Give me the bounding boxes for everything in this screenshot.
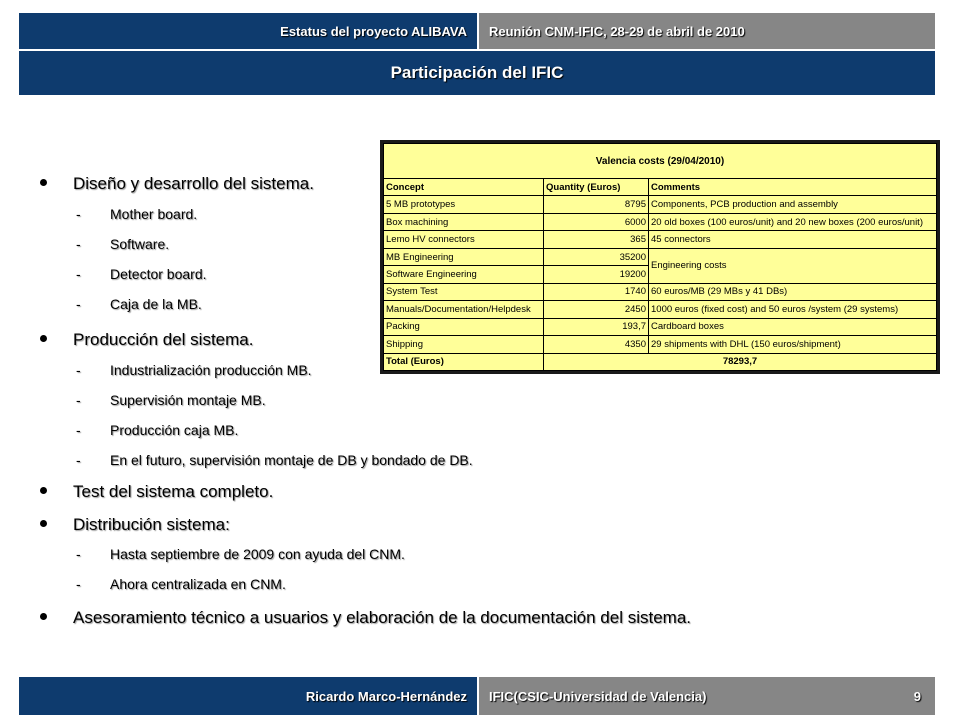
cell-comment: 1000 euros (fixed cost) and 50 euros /system (29 systems) [649,301,937,318]
cell-concept: Packing [384,318,544,335]
header-right-text: Reunión CNM-IFIC, 28-29 de abril de 2010 [489,23,745,39]
cell-quantity: 1740 [544,283,649,300]
sub-item [76,392,266,408]
dash-marker: - [76,576,81,592]
footer-author-bar [19,677,477,715]
total-label: Total (Euros) [384,353,544,370]
dash-marker: - [76,546,81,562]
dash-marker: - [76,362,81,378]
cell-comment: 20 old boxes (100 euros/unit) and 20 new boxes (200 euros/unit) [649,213,937,230]
bullet-dot [40,613,47,620]
sub-text: Producción caja MB. [110,422,239,438]
cell-quantity: 6000 [544,213,649,230]
cell-concept: MB Engineering [384,248,544,265]
valencia-costs-table [380,140,940,374]
bullet-dot [40,335,47,342]
column-header-concept: Concept [384,179,544,196]
table-row [384,248,937,265]
table-row [384,301,937,318]
cell-concept: Lemo HV connectors [384,231,544,248]
cell-concept: System Test [384,283,544,300]
sub-item [76,362,312,378]
cell-quantity: 8795 [544,196,649,213]
dash-marker: - [76,422,81,438]
bullet-item [40,174,314,194]
bullet-text: Producción del sistema. [73,330,254,349]
cell-comment: Components, PCB production and assembly [649,196,937,213]
cost-table [383,143,937,371]
page-number: 9 [913,688,921,704]
bullet-dot [40,520,47,527]
table-row [384,283,937,300]
bullet-dot [40,179,47,186]
cell-comment: Engineering costs [649,248,937,283]
sub-item [76,236,169,252]
sub-text: Hasta septiembre de 2009 con ayuda del CNM. [110,546,405,562]
bullet-text: Test del sistema completo. [73,482,274,501]
cell-comment: Cardboard boxes [649,318,937,335]
cell-quantity: 365 [544,231,649,248]
sub-text: Industrialización producción MB. [110,362,312,378]
bullet-text: Asesoramiento técnico a usuarios y elaboración de la documentación del sistema. [73,608,692,627]
slide-title: Participación del IFIC [390,63,564,82]
table-row [384,196,937,213]
column-header-quantity: Quantity (Euros) [544,179,649,196]
total-value: 78293,7 [544,353,937,370]
bullet-item [40,608,691,628]
cell-quantity: 35200 [544,248,649,265]
column-header-comments: Comments [649,179,937,196]
bullet-item [40,482,273,502]
sub-text: Mother board. [110,206,198,222]
total-row [384,353,937,370]
cell-quantity: 4350 [544,336,649,353]
cell-concept: 5 MB prototypes [384,196,544,213]
cell-comment: 45 connectors [649,231,937,248]
dash-marker: - [76,236,81,252]
table-title: Valencia costs (29/04/2010) [384,144,937,179]
table-row [384,318,937,335]
footer-institution: IFIC(CSIC-Universidad de Valencia) [489,688,707,704]
cell-comment: 60 euros/MB (29 MBs y 41 DBs) [649,283,937,300]
dash-marker: - [76,266,81,282]
bullet-item [40,330,253,350]
dash-marker: - [76,206,81,222]
table-row [384,336,937,353]
header-left-text: Estatus del proyecto ALIBAVA [280,23,467,39]
footer-author: Ricardo Marco-Hernández [305,688,467,704]
sub-text: Caja de la MB. [110,296,202,312]
sub-item [76,296,202,312]
table-row [384,213,937,230]
cell-quantity: 193,7 [544,318,649,335]
table-row [384,231,937,248]
sub-text: Ahora centralizada en CNM. [110,576,286,592]
sub-text: Detector board. [110,266,207,282]
dash-marker: - [76,392,81,408]
sub-text: En el futuro, supervisión montaje de DB y bondado de DB. [110,452,473,468]
footer-institution-bar [479,677,935,715]
cell-concept: Shipping [384,336,544,353]
cell-concept: Software Engineering [384,266,544,283]
sub-item [76,576,286,592]
sub-text: Software. [110,236,170,252]
sub-item [76,206,197,222]
cell-quantity: 2450 [544,301,649,318]
cell-concept: Box machining [384,213,544,230]
sub-item [76,452,473,468]
dash-marker: - [76,452,81,468]
cell-quantity: 19200 [544,266,649,283]
bullet-item [40,515,230,535]
bullet-dot [40,487,47,494]
bullet-text: Distribución sistema: [73,515,230,534]
sub-text: Supervisión montaje MB. [110,392,266,408]
cell-comment: 29 shipments with DHL (150 euros/shipment) [649,336,937,353]
sub-item [76,546,405,562]
bullet-text: Diseño y desarrollo del sistema. [73,174,314,193]
dash-marker: - [76,296,81,312]
sub-item [76,266,207,282]
sub-item [76,422,238,438]
cell-concept: Manuals/Documentation/Helpdesk [384,301,544,318]
